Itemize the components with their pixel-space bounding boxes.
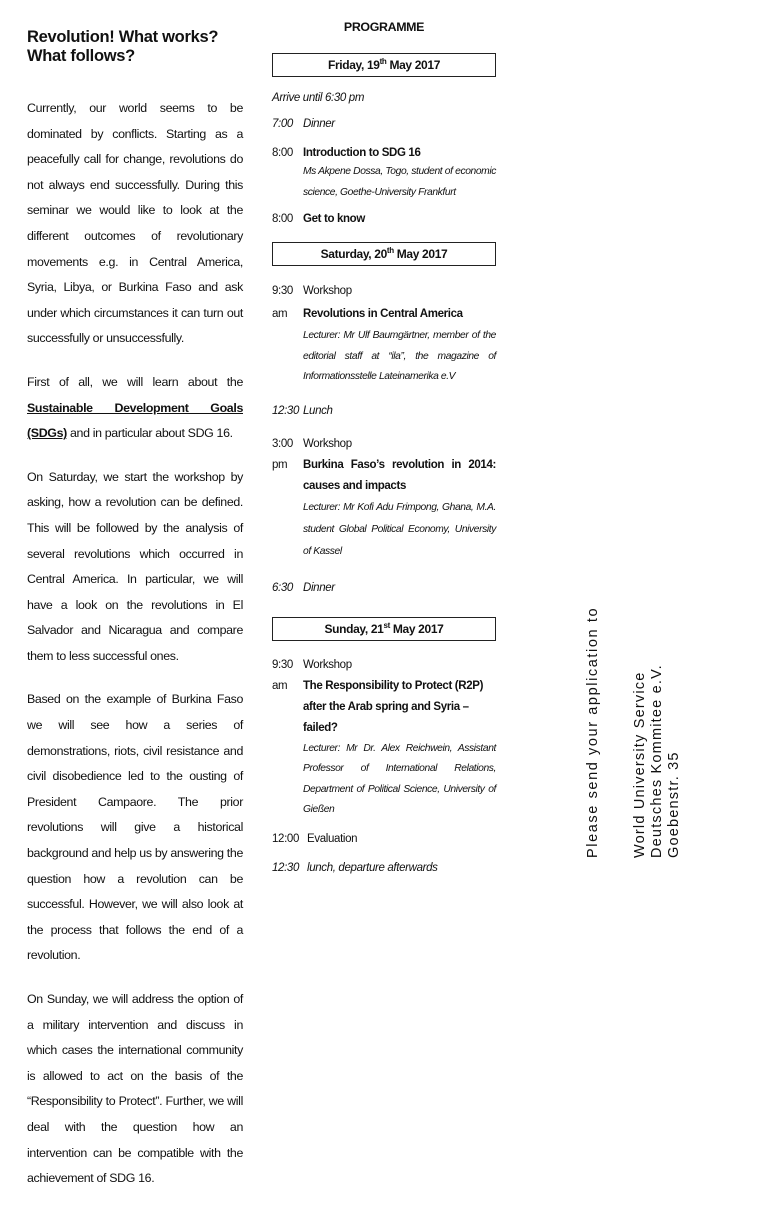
day-header-friday [272,53,496,77]
friday-day-suffix: th [379,57,387,66]
programme-title: PROGRAMME [343,20,425,34]
intro-paragraph-3: On Saturday, we start the workshop by asking, how a revolution can be defined. This will be followed by the analysis of several revolutions which occurred in Central America. In particular, we will have a look on the revolutions in El Salvador and Nicaragua and compare them to less successful ones. [27,469,243,663]
sdg-link[interactable]: Sustainable Development Goals (SDGs) [27,400,243,441]
saturday-lunch-time: 12:30 [272,404,300,417]
saturday-w2-label: Workshop [303,437,352,450]
friday-dinner-time: 7:00 [272,118,293,130]
sunday-month-label: May 2017 [389,621,444,636]
sunday-day-label: Sunday, 21 [324,621,384,636]
friday-intro-time: 8:00 [272,147,293,159]
sunday-eval-time: 12:00 [272,832,300,845]
intro-paragraph-2 [27,370,243,447]
friday-dinner-label: Dinner [303,118,335,130]
mailing-address [632,664,683,858]
friday-intro-lecturer: Ms Akpene Dossa, Togo, student of economic science, Goethe-University Frankfurt [303,166,496,198]
intro-paragraph-4: Based on the example of Burkina Faso we will see how a series of demonstrations, riots, civil resistance and civil disobedience led to the ousting of President Campaore. The prior revolutions will give a historical background and help us by answering the question how a revolution can be successful. However, we will also look at the process that follows the end of a revolution. [27,692,243,963]
saturday-w1-title: Revolutions in Central America [303,308,463,320]
sunday-w-label: Workshop [303,658,352,671]
intro-paragraph-2-start: First of all, we will learn about the [27,374,243,389]
day-header-sunday [272,617,496,641]
friday-day-label: Friday, 19 [327,58,380,72]
intro-paragraph-1: Currently, our world seems to be dominated by conflicts. Starting as a peacefully call for change, revolutions do not always end successfully. During this seminar we would like to look at the different outcomes of revolutionary movements e.g. in Central America, Syria, Libya, or Burkina Faso and ask under which circumstances it can turn out successfully or unsuccessfully. [27,101,243,346]
address-line-3: Goebenstr. 35 [666,751,682,858]
saturday-w2-title: Burkina Faso’s revolution in 2014: causes and impacts [303,458,496,492]
saturday-workshop-2 [272,434,496,563]
sunday-lunch-time: 12:30 [272,861,300,874]
sunday-lunch-label: lunch, departure afterwards [307,861,438,874]
intro-paragraph-2-end: and in particular about SDG 16. [66,426,233,441]
saturday-w1-label: Workshop [303,285,352,297]
saturday-lunch-label: Lunch [303,404,333,417]
page-title: Revolution! What works? What follows? [27,28,219,65]
saturday-workshop-1 [272,280,496,388]
intro-paragraph-5: On Sunday, we will address the option of a military intervention and discuss in which cases the international community is allowed to act on the basis of the “Responsibility to Protect”. Further, we will deal with the question how an intervention can be compatible with the achievement of SDG 16. [27,992,243,1186]
saturday-w2-time: 3:00 pm [272,437,293,471]
sunday-eval-row [272,833,496,845]
sunday-lunch-row [272,862,496,874]
saturday-dinner-label: Dinner [303,581,335,594]
saturday-day-label: Saturday, 20 [320,247,387,261]
sunday-workshop [272,655,496,821]
friday-gtk-time: 8:00 [272,213,293,225]
address-line-1: World University Service [632,671,648,858]
saturday-w2-lecturer: Lecturer: Mr Kofi Adu Frimpong, Ghana, M.A. student Global Political Economy, University of Kassel [303,501,496,557]
sunday-w-title: The Responsibility to Protect (R2P) after the Arab spring and Syria – failed? [303,679,484,734]
sunday-w-lecturer: Lecturer: Mr Dr. Alex Reichwein, Assistant Professor of International Relations, Department of Political Science, University of Gießen [303,742,496,815]
friday-intro-title: Introduction to SDG 16 [303,147,421,159]
sunday-day-suffix: st [383,620,390,630]
day-header-saturday [272,242,496,266]
friday-intro-row [272,147,496,203]
saturday-lunch-row [272,405,496,417]
saturday-w1-time: 9:30 am [272,285,293,320]
friday-arrival: Arrive until 6:30 pm [272,92,365,104]
sunday-w-time: 9:30 am [272,658,293,692]
friday-dinner-row [272,118,496,130]
programme-column [272,20,496,874]
saturday-month-label: May 2017 [393,247,448,261]
saturday-dinner-row [272,582,496,594]
address-line-2: Deutsches Kommitee e.V. [649,664,665,858]
send-application-note: Please send your application to [585,606,601,858]
friday-gtk-row [272,213,496,225]
friday-month-label: May 2017 [386,58,441,72]
saturday-w1-lecturer: Lecturer: Mr Ulf Baumgärtner, member of the editorial staff at “ila”, the magazine of Informationsstelle Lateinamerika e.V [303,330,496,382]
sunday-eval-label: Evaluation [307,832,358,845]
saturday-day-suffix: th [386,246,394,255]
saturday-dinner-time: 6:30 [272,581,293,594]
intro-column [27,28,243,1210]
friday-gtk-title: Get to know [303,213,365,225]
